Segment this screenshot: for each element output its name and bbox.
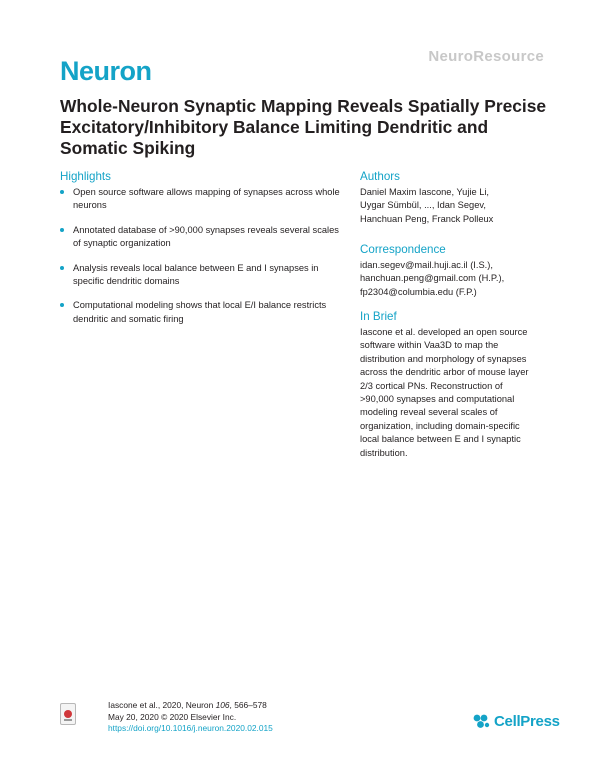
citation-volume: 106 [215, 700, 230, 710]
highlight-text: Annotated database of >90,000 synapses reveals several scales of synaptic organization [73, 224, 339, 249]
in-brief-line: organization, including domain-specific [360, 420, 520, 431]
author-line: Uygar Sümbül, ..., Idan Segev, [360, 200, 486, 211]
doi-link[interactable]: https://doi.org/10.1016/j.neuron.2020.02.015 [108, 723, 273, 734]
authors-heading: Authors [360, 170, 400, 183]
bullet-icon [60, 228, 64, 232]
article-type: NeuroResource [428, 48, 544, 65]
in-brief-line: 2/3 cortical PNs. Reconstruction of [360, 380, 503, 391]
highlights-heading: Highlights [60, 170, 111, 183]
highlight-item [60, 262, 345, 289]
in-brief-line: >90,000 synapses and computational [360, 394, 515, 405]
citation-footer [108, 700, 273, 735]
article-title: Whole-Neuron Synaptic Mapping Reveals Spatially Precise Excitatory/Inhibitory Balance Limiting Dendritic and Somatic Spiking [60, 96, 547, 158]
highlight-text: Analysis reveals local balance between E and I synapses in specific dendritic domains [73, 262, 319, 287]
highlight-item [60, 186, 345, 213]
highlight-text: Open source software allows mapping of synapses across whole neurons [73, 187, 340, 211]
author-line: Daniel Maxim Iascone, Yujie Li, [360, 187, 490, 197]
correspondence-list [360, 259, 555, 299]
authors-list [360, 186, 555, 226]
email-link[interactable]: fp2304@columbia.edu (F.P.) [360, 286, 477, 297]
email-link[interactable]: idan.segev@mail.huji.ac.il (I.S.), [360, 260, 493, 270]
bullet-icon [60, 303, 64, 307]
in-brief-line: distribution and morphology of synapses [360, 353, 527, 364]
in-brief-line: Iascone et al. developed an open source [360, 327, 528, 337]
in-brief-line: software within Vaa3D to map the [360, 340, 499, 351]
journal-name: Neuron [60, 56, 152, 86]
date-line: May 20, 2020 © 2020 Elsevier Inc. [108, 711, 237, 722]
in-brief-heading: In Brief [360, 310, 397, 323]
check-for-updates-icon[interactable] [60, 703, 76, 725]
correspondence-heading: Correspondence [360, 243, 446, 256]
author-line: Hanchuan Peng, Franck Polleux [360, 213, 494, 224]
bullet-icon [60, 190, 64, 194]
highlight-text: Computational modeling shows that local E/I balance restricts dendritic and somatic firing [73, 300, 327, 324]
bullet-icon [60, 266, 64, 270]
cellpress-logo-icon [471, 713, 491, 731]
highlights-list [60, 186, 345, 337]
citation-pages: , 566–578 [229, 700, 267, 710]
highlight-item [60, 224, 345, 251]
citation-prefix: Iascone et al., 2020, Neuron [108, 700, 216, 710]
cellpress-logo-text: CellPress [494, 713, 560, 730]
citation-line [108, 700, 273, 712]
in-brief-line: distribution. [360, 447, 408, 458]
in-brief-line: local balance between E and I synaptic [360, 434, 521, 445]
in-brief-line: across the dendritic arbor of mouse layer [360, 367, 529, 378]
highlight-item [60, 299, 345, 326]
in-brief-text [360, 326, 555, 460]
email-link[interactable]: hanchuan.peng@gmail.com (H.P.), [360, 273, 505, 284]
in-brief-line: modeling reveal several scales of [360, 407, 498, 418]
